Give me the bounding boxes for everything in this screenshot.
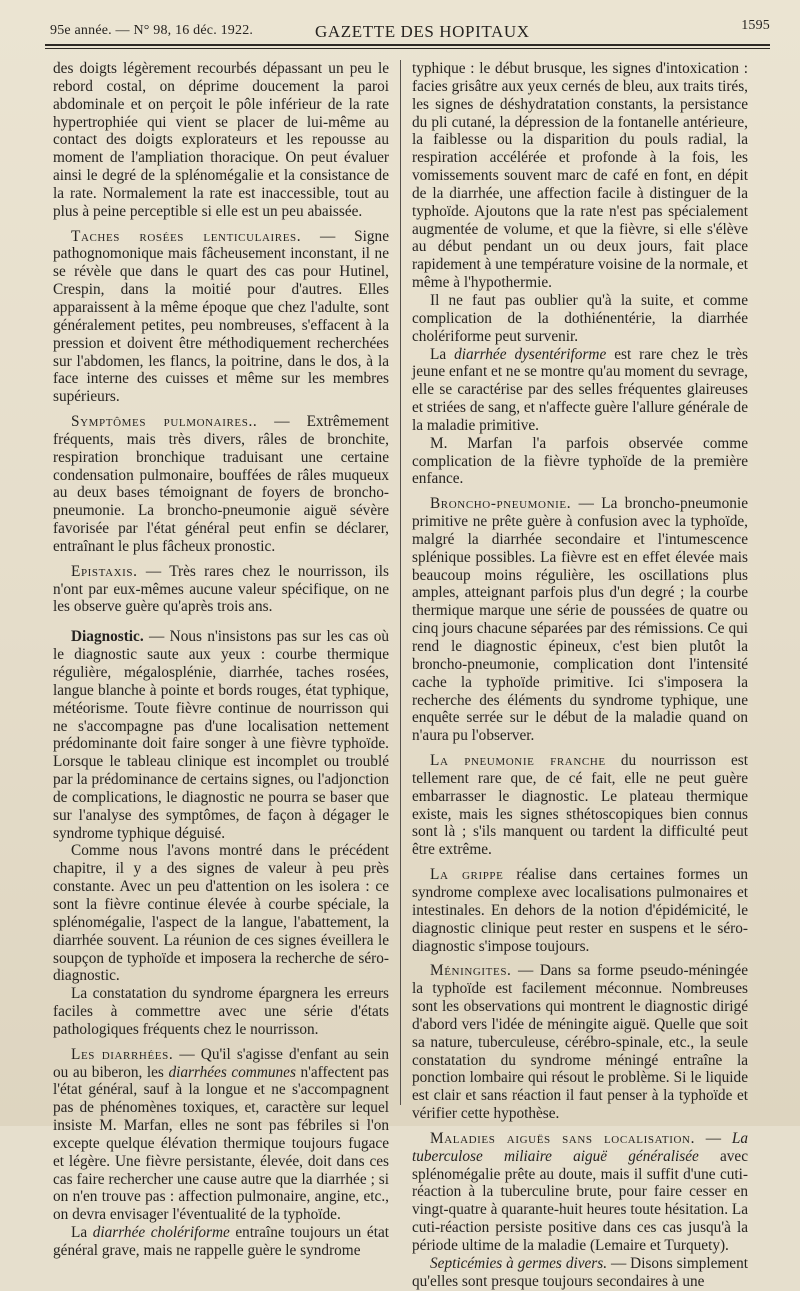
section-heading: La grippe [430,866,504,884]
section-symptomes [53,413,389,556]
journal-title: GAZETTE DES HOPITAUX [315,22,530,41]
section-text: — Signe pathognomonique mais fâcheusement inconstant, il ne se révèle que dans le quart des cas pour Hutinel, Crespin, dans la moitié pour d'autres. Elles apparaissent à la même époque que chez l'adulte, sont généralement petites, peu nombreuses, s'effacent à la pression et doivent être méthodiquement recherchées sur l'abdomen, les flancs, la poitrine, dans le dos, à la face interne des cuisses et même sur les membres supérieurs. [53,227,389,406]
text: est rare chez le très jeune enfant et ne se montre qu'au moment du sevrage, elle se caractérise par des selles fréquentes glaireuses et striées de sang, et n'affecte guère l'allure générale de la maladie primitive. [412,345,748,434]
section-text: du nourrisson est tellement rare que, de cé fait, elle ne peut guère embarrasser le diagnostic. Le plateau thermique existe, mais les signes sthétoscopiques bien connus sont là ; s'ils manquent ou tardent la difficulté peut être extrême. [412,752,748,859]
page-number: 1595 [741,18,770,33]
paragraph: M. Marfan l'a parfois observée comme complication de la fièvre typhoïde de la première enfance. [412,434,748,488]
section-maladies-aigues [412,1130,748,1255]
section-heading: Diagnostic. [71,628,144,646]
text: — Disons simplement qu'elles sont presque toujours secondaires à une [412,1254,748,1290]
section-heading: Les diarrhées. [71,1045,174,1063]
section-text: — La broncho-pneumonie primitive ne prête guère à confusion avec la typhoïde, malgré la diarrhée secondaire et l'intumescence splénique possibles. La fièvre est en effet élevée mais beaucoup moins régulière, les oscillations plus amples, atteignant parfois plus d'un degré ; la courbe thermique marque une série de poussées de quatre ou cinq jours chacune séparées par des rémissions. Ce qui rend le diagnostic épineux, c'est bien plutôt la broncho-pneumonie, complication dont l'intensité cache la typhoïde primitive. Ici s'imposera la recherche des éléments du syndrome typhique, une enquête serrée sur le début de la maladie quand on n'aura pu l'observer. [412,495,748,745]
right-column [412,60,748,1291]
section-heading: Broncho-pneumonie. [430,495,572,513]
left-column [53,60,389,1260]
section-text: — Très rares chez le nourrisson, ils n'ont par eux-mêmes aucune valeur spécifique, on ne les observe guère qu'après trois ans. [53,562,389,616]
section-heading: Taches rosées lenticulaires. [71,227,302,245]
section-heading: Epistaxis. [71,562,138,580]
issue-info: 95e année. — N° 98, 16 déc. 1922. [50,23,254,38]
paragraph: Il ne faut pas oublier qu'à la suite, et comme complication de la dothiénentérie, la diarrhée cholériforme peut survenir. [412,291,748,345]
section-heading: Maladies aiguës sans localisation. [430,1129,696,1147]
section-diarrhees [53,1046,389,1224]
section-text: — Extrêmement fréquents, mais très divers, râles de bronchite, respiration bronchique traduisant une certaine condensation pulmonaire, bouffées de râles muqueux au deux bases témoignant de foyers de broncho-pneumonie. La broncho-pneumonie aiguë sévère favorisée par l'état général peut enfin se déclarer, entraînant le plus fâcheux pronostic. [53,413,389,555]
text: entraîne toujours un état général grave, mais ne rappelle guère le syndrome [53,1224,389,1259]
section-meningites [412,962,748,1123]
section-text: — Nous n'insistons pas sur les cas où le diagnostic saute aux yeux : courbe thermique régulière, mégalosplénie, diarrhée, taches rosées, langue blanche à pointe et bords rouges, état typhique, météorisme. Toute fièvre continue de nourrisson qui ne s'accompagne pas d'une localisation nettement prédominante doit faire songer à une fièvre typhoïde. Lorsque le tableau clinique est incomplet ou troublé par la prédominance de certains signes, ou l'adjonction de complications, le diagnostic ne pourra se baser que sur l'analyse des symptômes, de façon à dégager le syndrome typhique déguisé. [53,628,389,842]
header-rule-thin [45,48,770,49]
section-text: avec splénomégalie prête au doute, mais il suffit d'une cuti-réaction à la tuberculine brute, pour faire cesser en vingt-quatre à quarante-huit heures toute hésitation. La cuti-réaction persiste positive dans ces cas jusqu'à la période ultime de la maladie (Lemaire et Turquety). [412,1147,749,1254]
section-text: n'affectent pas l'état général, sauf à la longue et ne s'accompagnent pas de phénomènes toxiques, et, caractère sur lequel insiste M. Marfan, elles ne sont pas fébriles si l'on excepte quelque élévation thermique toujours fugace et légère. Une fièvre persistante, élevée, doit dans ces cas faire rechercher une cause autre que la diarrhée ; si on n'en trouve pas : affection pulmonaire, angine, etc., on devra envisager l'éventualité de la typhoïde. [53,1063,389,1224]
paragraph-cholériforme [53,1224,389,1260]
paragraph-septicemies [412,1255,748,1291]
italic-term: Septicémies à germes divers. [430,1254,608,1272]
italic-term: diarrhée dysentériforme [454,345,607,363]
section-pneumonie-franche [412,752,748,859]
column-divider [400,60,401,1105]
text: La [430,345,455,363]
text: La [71,1224,93,1242]
section-heading: Méningites. [430,962,512,980]
paragraph: des doigts légèrement recourbés dépassant un peu le rebord costal, on déprime doucement la paroi abdominale et on perçoit le pôle inférieur de la rate hypertrophiée qui vient se placer de lui-même au contact des doigts explorateurs et les repousse au moment de l'ampliation thoracique. On peut évaluer ainsi le degré de la splénomégalie et la consistance de la rate. Normalement la rate est inaccessible, tout au plus à peine perceptible si elle est un peu abaissée. [53,60,389,220]
section-text: — [695,1129,732,1147]
italic-term: La tuberculose miliaire aiguë généralisée [412,1129,748,1165]
section-text: — Qu'il s'agisse d'enfant au sein ou au biberon, les [53,1045,389,1081]
section-taches [53,228,389,406]
paragraph: typhique : le début brusque, les signes d'intoxication : facies grisâtre aux yeux cernés de bleu, aux traits tirés, les signes de déshydratation constants, la persistance du pli cutané, la dépression de la fontanelle antérieure, la faiblesse ou la disparition du pouls radial, la respiration accélérée et profonde à la fois, les vomissements souvent marc de café en font, en dépit de la diarrhée, une affection facile à distinguer de la typhoïde. Ajoutons que la rate n'est pas spécialement augmentée de volume, et que la fièvre, si elle s'élève au début pendant un ou deux jours, fait place rapidement à une température voisine de la normale, et même à l'hypothermie. [412,60,748,292]
page-header [40,18,770,42]
paragraph-dysenteriforme [412,346,748,435]
header-rule-thick [45,44,770,46]
section-broncho [412,495,748,745]
paragraph: Comme nous l'avons montré dans le précédent chapitre, il y a des signes de valeur à peu près constante. Avec un peu d'attention on les isolera : ce sont la fièvre continue élevée à courbe spéciale, la splénomégalie, l'aspect de la langue, l'abattement, la diarrhée souvent. La réunion de ces signes éveillera le soupçon de typhoïde et imposera la recherche de séro-diagnostic. [53,842,389,985]
section-text: — Dans sa forme pseudo-méningée la typhoïde est facilement méconnue. Nombreuses sont les observations qui montrent le diagnostic dirigé d'abord vers l'idée de méningite aiguë. Quelle que soit sa nature, tuberculeuse, cérébro-spinale, etc., la seule constatation du syndrome méningé entraîne la ponction lombaire qui résout le problème. Si le liquide est clair et sans réaction il faut penser à la typhoïde et vérifier cette hypothèse. [412,962,748,1123]
section-epistaxis [53,563,389,617]
section-diagnostic [53,628,389,842]
italic-term: diarrhées communes [168,1063,296,1081]
section-heading: Symptômes pulmonaires.. [71,413,258,431]
section-text: réalise dans certaines formes un syndrome complexe avec localisations pulmonaires et intestinales. En dehors de la notion d'épidémicité, le diagnostic clinique peut rester en suspens et le séro-diagnostic s'impose toujours. [412,866,748,955]
paragraph: La constatation du syndrome épargnera les erreurs faciles à commettre avec une série d'états pathologiques fréquents chez le nourrisson. [53,985,389,1038]
section-heading: La pneumonie franche [430,752,606,770]
section-grippe [412,866,748,955]
italic-term: diarrhée cholériforme [92,1224,230,1242]
